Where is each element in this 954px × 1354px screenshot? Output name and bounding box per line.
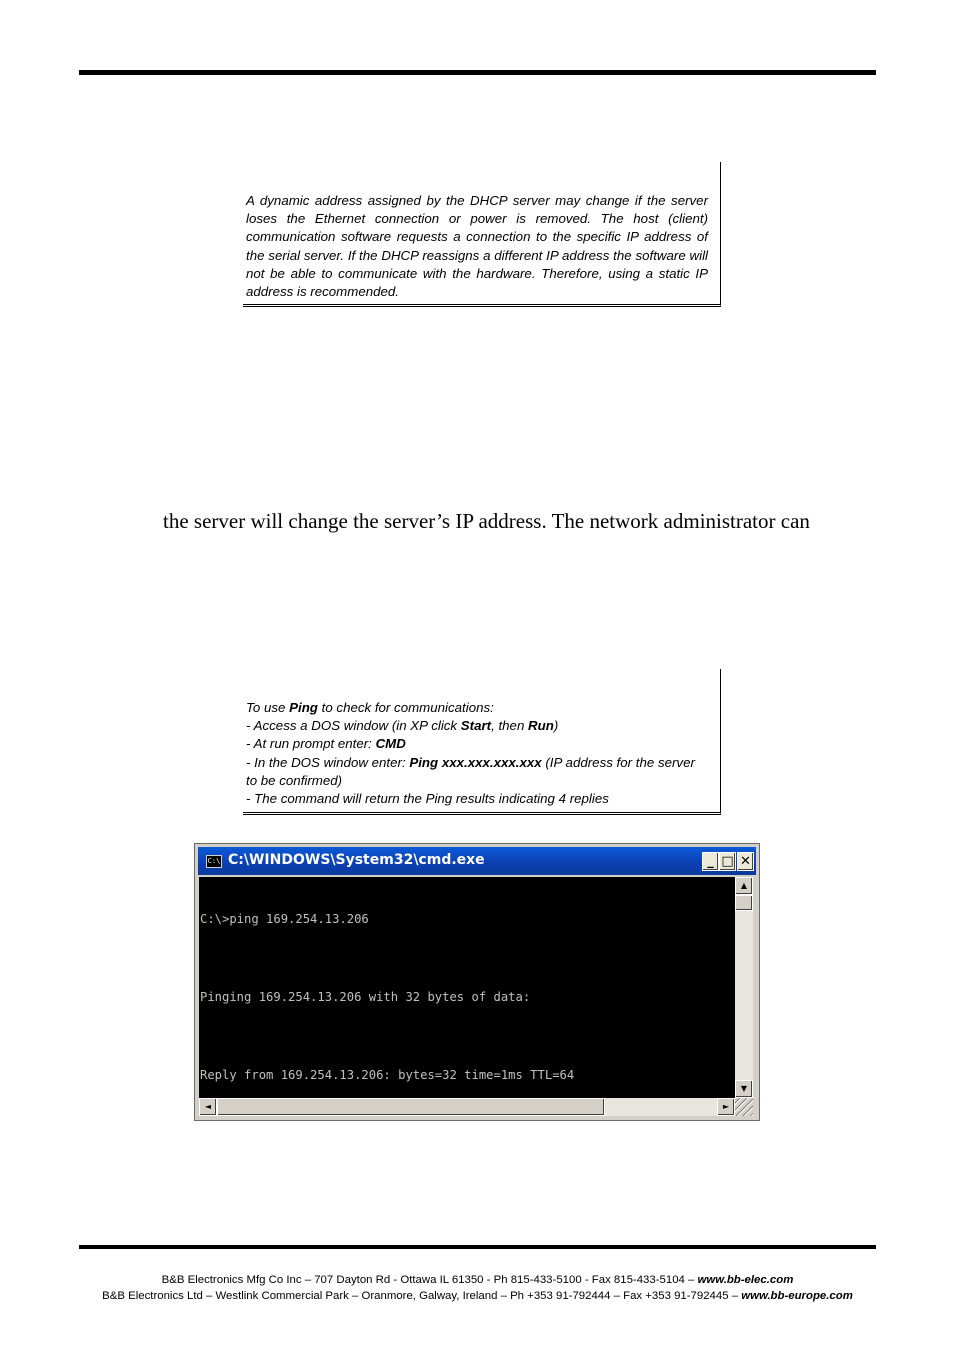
console-output[interactable]	[199, 877, 735, 1098]
footer-eu-url: www.bb-europe.com	[741, 1290, 853, 1302]
header-rule	[79, 70, 876, 75]
ping-note-box	[243, 669, 721, 815]
scroll-down-arrow-icon[interactable]: ▼	[735, 1080, 753, 1098]
cmd-title-bar[interactable]	[198, 847, 756, 875]
console-line: Pinging 169.254.13.206 with 32 bytes of data:	[200, 990, 531, 1004]
ping-note-line-5: - The command will return the Ping results indicating 4 replies	[246, 791, 609, 807]
scroll-left-arrow-icon[interactable]: ◄	[199, 1098, 217, 1116]
body-text-line: the server will change the server’s IP address. The network administrator can	[163, 509, 810, 533]
scroll-up-arrow-icon[interactable]: ▲	[735, 877, 753, 895]
footer-us-url: www.bb-elec.com	[697, 1274, 794, 1286]
footer-line-eu: B&B Electronics Ltd – Westlink Commercial Park – Oranmore, Galway, Ireland – Ph +353 91-792444 – Fax +353 91-792445 – www.bb-europe.com	[102, 1290, 853, 1302]
minimize-button[interactable]: _	[702, 852, 719, 871]
horizontal-scrollbar[interactable]	[199, 1098, 735, 1116]
console-line: C:\>ping 169.254.13.206	[200, 912, 369, 926]
vertical-scrollbar[interactable]	[735, 877, 753, 1098]
close-button[interactable]: ✕	[737, 852, 754, 871]
maximize-button[interactable]: □	[719, 852, 736, 871]
dhcp-note-box	[243, 162, 721, 307]
horizontal-scroll-thumb[interactable]	[217, 1098, 605, 1116]
resize-grip-icon[interactable]	[735, 1098, 753, 1116]
ping-note-line-2: - Access a DOS window (in XP click Start, then Run)	[246, 718, 559, 734]
scroll-right-arrow-icon[interactable]: ►	[717, 1098, 735, 1116]
console-line	[200, 952, 735, 965]
console-icon: C:\	[206, 855, 222, 868]
cmd-window	[194, 843, 760, 1121]
ping-note-line-3: - At run prompt enter: CMD	[246, 736, 406, 752]
dhcp-note-text: A dynamic address assigned by the DHCP server may change if the server loses the Ethernet connection or power is removed. The host (client) communication software requests a connection to the specific IP address of the serial server. If the DHCP reassigns a different IP address the software will not be able to communicate with the hardware. Therefore, using a static IP address is recommended.	[246, 193, 708, 300]
cmd-window-title: C:\WINDOWS\System32\cmd.exe	[228, 852, 485, 868]
ping-note-line-4: - In the DOS window enter: Ping xxx.xxx.xxx.xxx (IP address for the server to be confirmed)	[246, 754, 695, 788]
footer-rule	[79, 1245, 876, 1249]
footer-line-us: B&B Electronics Mfg Co Inc – 707 Dayton Rd - Ottawa IL 61350 - Ph 815-433-5100 - Fax 815-433-5104 – www.bb-elec.com	[161, 1274, 794, 1286]
vertical-scroll-thumb[interactable]	[735, 895, 753, 911]
console-line	[200, 1030, 735, 1043]
ping-note-line-1: To use Ping to check for communications:	[246, 700, 494, 715]
console-line: Reply from 169.254.13.206: bytes=32 time=1ms TTL=64	[200, 1068, 575, 1082]
